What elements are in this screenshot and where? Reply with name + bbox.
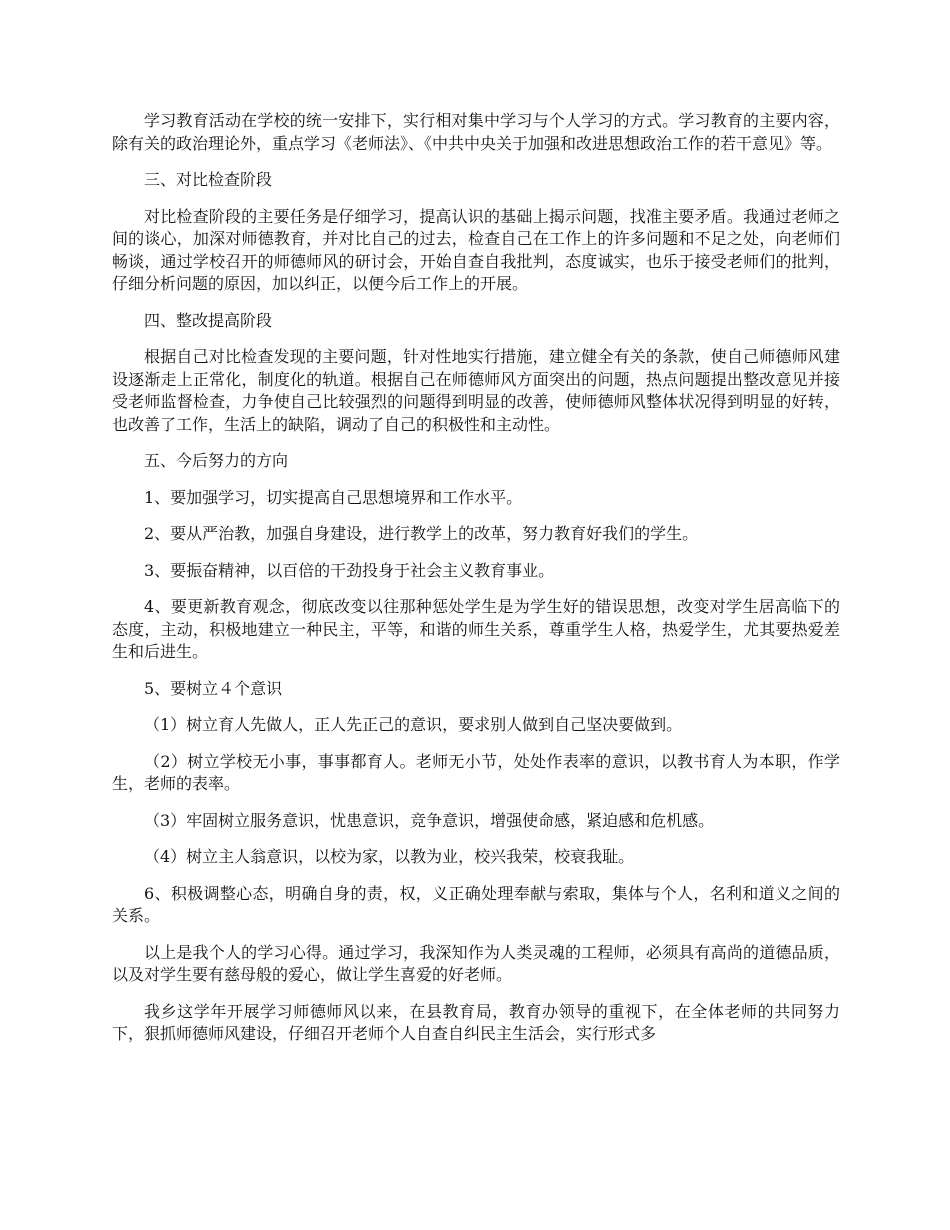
list-item-2: 2、要从严治教，加强自身建设，进行教学上的改革，努力教育好我们的学生。 [144, 524, 699, 543]
heading-section-3: 三、对比检查阶段 [144, 170, 273, 189]
list-item-3: 3、要振奋精神，以百倍的干劲投身于社会主义教育事业。 [144, 560, 555, 580]
paragraph-section-4: 根据自己对比检查发现的主要问题，针对性地实行措施，建立健全有关的条款，使自己师德师风建设逐渐走上正常化，制度化的轨道。根据自己在师德师风方面突出的问题，热点问题提出整改意见并接受老师监督检查，力争使自己比较强烈的问题得到明显的改善，使师德师风整体状况得到明显的好转，也改善了工作，生活上的缺陷，调动了自己的积极性和主动性。 [112, 347, 840, 434]
document-page [112, 110, 840, 1060]
paragraph-intro: 学习教育活动在学校的统一安排下，实行相对集中学习与个人学习的方式。学习教育的主要内容，除有关的政治理论外，重点学习《老师法》、《中共中央关于加强和改进思想政治工作的若干意见》等。 [112, 111, 840, 153]
list-item-1: 1、要加强学习，切实提高自己思想境界和工作水平。 [144, 487, 523, 507]
sub-item-4: （4）树立主人翁意识，以校为家，以教为业，校兴我荣，校衰我耻。 [144, 847, 635, 866]
paragraph-closing: 我乡这学年开展学习师德师风以来，在县教育局，教育办领导的重视下，在全体老师的共同努力下，狠抓师德师风建设，仔细召开老师个人自查自纠民主生活会，实行形式多 [112, 1001, 840, 1043]
list-item-6: 6、积极调整心态，明确自身的责，权，义正确处理奉献与索取，集体与个人，名利和道义之间的关系。 [112, 883, 840, 925]
heading-section-5: 五、今后努力的方向 [144, 451, 289, 470]
sub-item-2: （2）树立学校无小事，事事都育人。老师无小节，处处作表率的意识，以教书育人为本职，作学生，老师的表率。 [112, 751, 840, 793]
list-item-5: 5、要树立４个意识 [144, 678, 283, 698]
paragraph-section-3: 对比检查阶段的主要任务是仔细学习，提高认识的基础上揭示问题，找准主要矛盾。我通过老师之间的谈心，加深对师德教育，并对比自己的过去，检查自己在工作上的许多问题和不足之处，向老师们畅谈，通过学校召开的师德师风的研讨会，开始自查自我批判，态度诚实，也乐于接受老师们的批判，仔细分析问题的原因，加以纠正，以便今后工作上的开展。 [112, 206, 840, 293]
paragraph-summary: 以上是我个人的学习心得。通过学习，我深知作为人类灵魂的工程师，必须具有高尚的道德品质，以及对学生要有慈母般的爱心，做让学生喜爱的好老师。 [112, 942, 840, 984]
sub-item-3: （3）牢固树立服务意识，忧患意识，竞争意识，增强使命感，紧迫感和危机感。 [144, 810, 715, 830]
list-item-4: 4、要更新教育观念，彻底改变以往那种惩处学生是为学生好的错误思想，改变对学生居高临下的态度，主动，积极地建立一种民主，平等，和谐的师生关系，尊重学生人格，热爱学生，尤其要热爱差生和后进生。 [112, 597, 840, 661]
sub-item-1: （1）树立育人先做人，正人先正己的意识，要求别人做到自己坚决要做到。 [144, 715, 683, 734]
heading-section-4: 四、整改提高阶段 [144, 310, 273, 330]
